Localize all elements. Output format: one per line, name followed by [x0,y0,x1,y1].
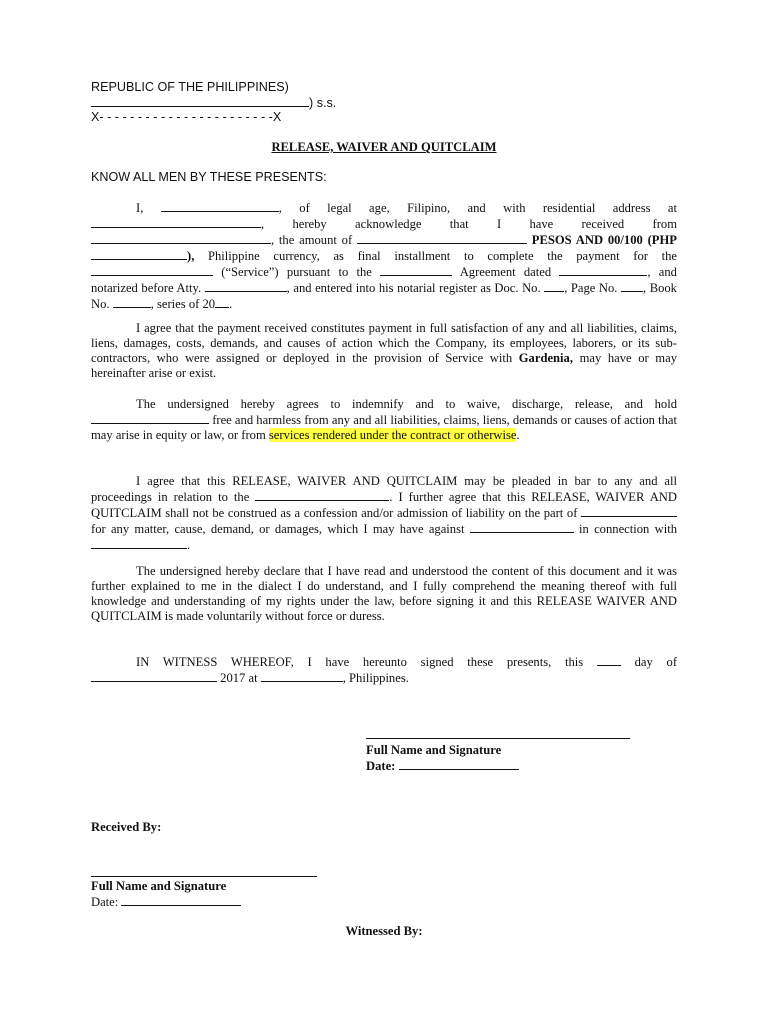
p4-text: . I further agree that this RELEASE, WAIVER AND QUITCLAIM shall not be construed as a confession and/or admission of liability on the part of [91,490,677,520]
place-blank[interactable] [261,670,343,682]
signatory-signature-line[interactable] [366,738,630,739]
opening-line: KNOW ALL MEN BY THESE PRESENTS: [91,170,327,184]
x-line: X- - - - - - - - - - - - - - - - - - - - - - -X [91,110,282,124]
series-year-blank[interactable] [215,296,229,308]
highlighted-text: services rendered under the contract or otherwise [268,428,517,442]
attorney-blank[interactable] [205,280,287,292]
signatory-name-label: Full Name and Signature [366,743,502,757]
document-title: RELEASE, WAIVER AND QUITCLAIM [271,140,497,154]
month-blank[interactable] [91,670,217,682]
paragraph-bar [91,474,677,553]
received-signature-line[interactable] [91,876,317,877]
p1-text: , the amount of [271,233,353,247]
p2-text: I agree that the payment received constitutes payment in full satisfaction of any and all liabilities, claims, liens, damages, costs, demands, and causes of action which the Company, its employees, laborers, or its sub-contractors, who were assigned or deployed in the provision of Service with [91,321,677,365]
company-name: Gardenia, [518,351,573,365]
p1-text: Philippine currency, as final installment to complete the payment for the [208,249,677,263]
paragraph-satisfaction [91,321,677,381]
name-blank[interactable] [161,200,279,212]
signatory-date-label: Date: [366,759,396,773]
page-no-blank[interactable] [621,280,643,292]
p4-text: in connection with [579,522,677,536]
venue-ss-line [91,95,336,111]
paragraph-indemnify [91,397,677,443]
p1-text: , and notarized before Atty. [91,265,677,295]
connection-blank[interactable] [91,537,187,549]
received-date-blank[interactable] [121,894,241,906]
book-no-blank[interactable] [113,296,151,308]
service-blank[interactable] [91,264,213,276]
ss-label: ) s.s. [309,96,337,110]
witnessed-by-label: Witnessed By: [345,924,423,938]
p6-text: IN WITNESS WHEREOF, I have hereunto signed these presents, this [136,655,584,669]
p4-text: . [187,538,191,552]
p1-text: Agreement dated [459,265,552,279]
p1-text: , hereby acknowledge that I have received from [261,217,677,231]
payer-blank[interactable] [91,232,271,244]
signatory-date-blank[interactable] [399,758,519,770]
agreement-blank[interactable] [380,264,452,276]
p3-text: . [516,428,520,442]
pesos-label: PESOS AND 00/100 [531,233,643,247]
received-date-row [91,894,241,910]
p2-text: may have or may hereinafter arise or exist. [91,351,677,380]
doc-no-blank[interactable] [544,280,564,292]
received-date-label: Date: [91,895,119,909]
against-party-blank[interactable] [470,521,574,533]
php-label: (PHP [647,233,677,247]
paragraph-declaration: The undersigned hereby declare that I have read and understood the content of this document and it was further explained to me in the dialect I do understand, and I fully comprehend the meaning thereof with full knowledge and understanding of my rights under the law, before signing it and this RELEASE WAIVER AND QUITCLAIM is made voluntarily without force or duress. [91,564,677,623]
signatory-date-row [366,758,519,774]
p6-text: 2017 at [220,671,258,685]
p3-text: The undersigned hereby agrees to indemnify and to waive, discharge, release, and hold [136,397,677,411]
p1-text: , series of 20 [150,297,216,311]
p3-text: free and harmless from any and all liabilities, claims, liens, demands or causes of action that may arise in equity or law, or from [91,413,677,442]
p4-text: I agree that this RELEASE, WAIVER AND QUITCLAIM may be pleaded in bar to any and all proceedings in relation to the [91,474,677,504]
p1-text: (“Service”) pursuant to the [221,265,372,279]
paragraph-witness [91,654,677,686]
proceedings-blank[interactable] [255,489,389,501]
agreement-date-blank[interactable] [559,264,647,276]
p6-text: day of [634,655,678,669]
venue-line: REPUBLIC OF THE PHILIPPINES) [91,80,289,94]
p1-text: , and entered into his notarial register as Doc. No. [286,281,541,295]
address-blank[interactable] [91,216,261,228]
p4-text: for any matter, cause, demand, or damages, which I may have against [91,522,465,536]
p6-text: , Philippines. [342,671,409,685]
liability-party-blank[interactable] [581,505,677,517]
received-name-label: Full Name and Signature [91,879,227,893]
p1-text: . [229,297,233,311]
released-party-blank[interactable] [91,412,209,424]
amount-figure-blank[interactable] [91,248,187,260]
php-close: ), [187,249,195,263]
venue-blank[interactable] [91,95,309,107]
received-by-label: Received By: [91,820,162,834]
p1-text: I, [136,201,144,215]
paragraph-receipt [91,200,677,312]
p1-text: , of legal age, Filipino, and with residential address at [278,201,677,215]
amount-words-blank[interactable] [357,232,527,244]
p1-text: , Page No. [564,281,618,295]
day-blank[interactable] [597,654,621,666]
p1-text: , Book No. [91,281,677,311]
